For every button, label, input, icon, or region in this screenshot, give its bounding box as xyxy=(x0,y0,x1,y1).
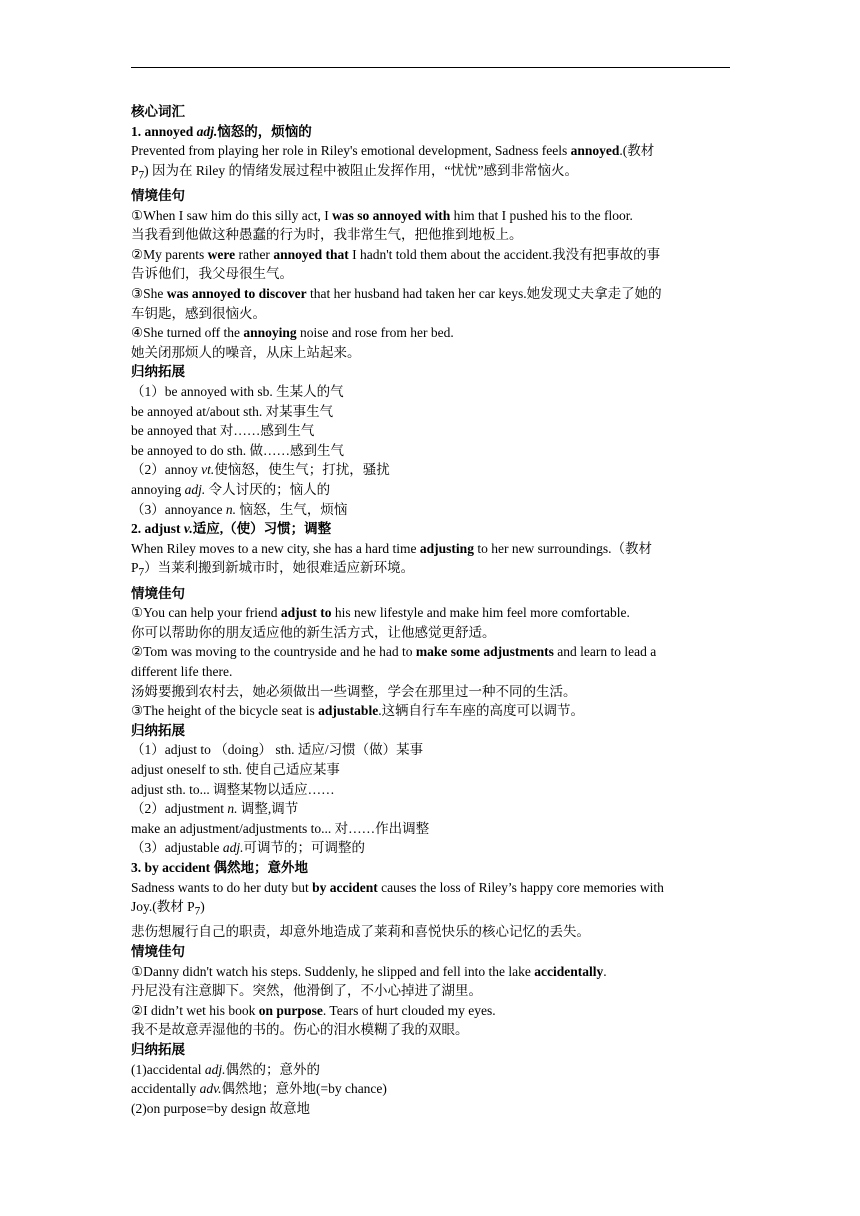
extension-item: （1）adjust to （doing） sth. 适应/习惯（做）某事 xyxy=(131,742,424,758)
subheading-example-sentences: 情境佳句 xyxy=(131,585,185,601)
example-translation: 她关闭那烦人的噪音，从床上站起来。 xyxy=(131,344,361,360)
extension-item: accidentally adv.偶然地；意外地(=by chance) xyxy=(131,1081,387,1097)
extension-item: (1)accidental adj.偶然的；意外的 xyxy=(131,1061,320,1077)
example-translation: 汤姆要搬到农村去，她必须做出一些调整，学会在那里过一种不同的生活。 xyxy=(131,683,577,699)
extension-item: annoying adj. 令人讨厌的；恼人的 xyxy=(131,481,331,497)
entry-intro-adjust: When Riley moves to a new city, she has a hard time adjusting to her new surroundings.（教材 xyxy=(131,540,653,556)
subheading-example-sentences: 情境佳句 xyxy=(131,944,185,959)
entry-intro-by-accident-cont: Joy.(教材 $P_7$) xyxy=(131,899,205,918)
entry-intro-by-accident: Sadness wants to do her duty but by accident causes the loss of Riley’s happy core memories with xyxy=(131,879,664,895)
example-sentence: ②I didn’t wet his book on purpose. Tears of hurt clouded my eyes. xyxy=(131,1002,496,1018)
entry-title-by-accident: 3. by accident 偶然地；意外地 xyxy=(131,859,308,875)
entry-title-adjust: 2. adjust v.适应,（使）习惯；调整 xyxy=(131,521,332,537)
example-translation: 丹尼没有注意脚下。突然，他滑倒了，不小心掉进了湖里。 xyxy=(131,983,482,999)
extension-item: （1）be annoyed with sb. 生某人的气 xyxy=(131,384,344,399)
extension-item: (2)on purpose=by design 故意地 xyxy=(131,1100,310,1116)
extension-item: make an adjustment/adjustments to... 对……作出调整 xyxy=(131,820,430,836)
example-translation: 车钥匙，感到很恼火。 xyxy=(131,305,266,321)
subheading-extension: 归纳拓展 xyxy=(131,722,185,738)
example-sentence-cont: different life there. xyxy=(131,664,233,679)
entry-intro-translation: 悲伤想履行自己的职责，却意外地造成了莱莉和喜悦快乐的核心记忆的丢失。 xyxy=(131,924,590,940)
entry-title-annoyed: 1. annoyed adj.恼怒的，烦恼的 xyxy=(131,123,312,139)
extension-item: be annoyed at/about sth. 对某事生气 xyxy=(131,403,334,419)
extension-item: adjust sth. to... 调整某物以适应…… xyxy=(131,781,335,797)
extension-item: （3）adjustable adj.可调节的；可调整的 xyxy=(131,840,365,856)
document-body xyxy=(131,102,730,1118)
extension-item: （2）adjustment n. 调整,调节 xyxy=(131,801,299,817)
subheading-extension: 归纳拓展 xyxy=(131,1041,185,1057)
header-rule xyxy=(131,67,730,68)
example-sentence: ③The height of the bicycle seat is adjustable.这辆自行车车座的高度可以调节。 xyxy=(131,703,585,719)
extension-item: be annoyed that 对……感到生气 xyxy=(131,423,315,439)
entry-intro-annoyed-cont: $P_7$) 因为在 Riley 的情绪发展过程中被阻止发挥作用，“忧忧”感到非常恼火。 xyxy=(131,162,578,182)
extension-item: adjust oneself to sth. 使自己适应某事 xyxy=(131,761,340,777)
extension-item: be annoyed to do sth. 做……感到生气 xyxy=(131,442,344,458)
entry-intro-annoyed: Prevented from playing her role in Riley's emotional development, Sadness feels annoyed.(教材 xyxy=(131,143,655,159)
example-sentence: ①You can help your friend adjust to his new lifestyle and make him feel more comfortable. xyxy=(131,605,630,621)
example-sentence: ③She was annoyed to discover that her husband had taken her car keys.她发现丈夫拿走了她的 xyxy=(131,286,662,302)
subheading-extension: 归纳拓展 xyxy=(131,364,185,380)
example-sentence: ②Tom was moving to the countryside and he had to make some adjustments and learn to lead a xyxy=(131,644,657,660)
example-translation: 我不是故意弄湿他的书的。伤心的泪水模糊了我的双眼。 xyxy=(131,1022,469,1038)
section-heading-core-vocabulary: 核心词汇 xyxy=(131,104,185,119)
example-translation: 告诉他们，我父母很生气。 xyxy=(131,266,293,282)
example-sentence: ②My parents were rather annoyed that I hadn't told them about the accident.我没有把事故的事 xyxy=(131,246,661,262)
example-sentence: ①Danny didn't watch his steps. Suddenly, he slipped and fell into the lake accidentally. xyxy=(131,963,607,979)
example-sentence: ①When I saw him do this silly act, I was so annoyed with him that I pushed his to the floor. xyxy=(131,207,633,223)
extension-item: （2）annoy vt.使恼怒，使生气；打扰，骚扰 xyxy=(131,462,390,478)
subheading-example-sentences: 情境佳句 xyxy=(131,188,185,204)
example-translation: 当我看到他做这种愚蠢的行为时，我非常生气，把他推到地板上。 xyxy=(131,227,523,243)
extension-item: （3）annoyance n. 恼怒，生气，烦恼 xyxy=(131,501,348,517)
example-sentence: ④She turned off the annoying noise and rose from her bed. xyxy=(131,325,454,341)
entry-intro-adjust-cont: $P_7$）当莱利搬到新城市时，她很难适应新环境。 xyxy=(131,560,415,580)
example-translation: 你可以帮助你的朋友适应他的新生活方式，让他感觉更舒适。 xyxy=(131,624,496,640)
